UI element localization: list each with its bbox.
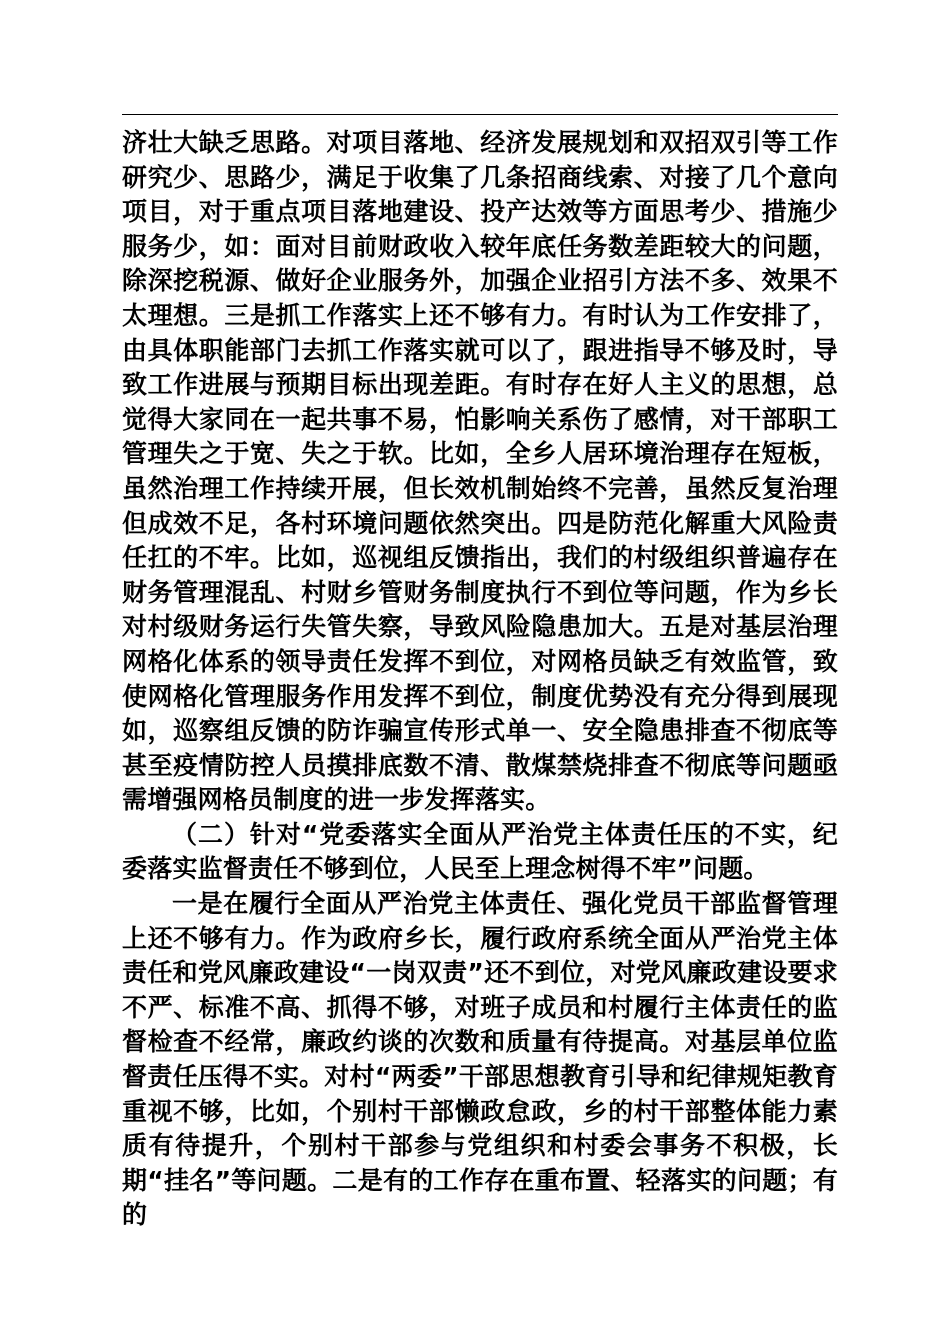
paragraph-section-heading: （二）针对“党委落实全面从严治党主体责任压的不实，纪委落实监督责任不够到位，人民至上理念树得不牢”问题。 [122,819,838,884]
header-rule [122,114,838,115]
paragraph-body: 一是在履行全面从严治党主体责任、强化党员干部监督管理上还不够有力。作为政府乡长，履行政府系统全面从严治党主体责任和党风廉政建设“一岗双责”还不到位，对党风廉政建设要求不严、标准不高、抓得不够，对班子成员和村履行主体责任的监督检查不经常，廉政约谈的次数和质量有待提高。对基层单位监督责任压得不实。对村“两委”干部思想教育引导和纪律规矩教育重视不够，比如，个别村干部懒政怠政，乡的村干部整体能力素质有待提升，个别村干部参与党组织和村委会事务不积极，长期“挂名”等问题。二是有的工作存在重布置、轻落实的问题；有的 [122,889,838,1230]
paragraph-continuation: 济壮大缺乏思路。对项目落地、经济发展规划和双招双引等工作研究少、思路少，满足于收集了几条招商线索、对接了几个意向项目，对于重点项目落地建设、投产达效等方面思考少、措施少服务少，如：面对目前财政收入较年底任务数差距较大的问题，除深挖税源、做好企业服务外，加强企业招引方法不多、效果不太理想。三是抓工作落实上还不够有力。有时认为工作安排了，由具体职能部门去抓工作落实就可以了，跟进指导不够及时，导致工作进展与预期目标出现差距。有时存在好人主义的思想，总觉得大家同在一起共事不易，怕影响关系伤了感情，对干部职工管理失之于宽、失之于软。比如，全乡人居环境治理存在短板，虽然治理工作持续开展，但长效机制始终不完善，虽然反复治理但成效不足，各村环境问题依然突出。四是防范化解重大风险责任扛的不牢。比如，巡视组反馈指出，我们的村级组织普遍存在财务管理混乱、村财乡管财务制度执行不到位等问题，作为乡长对村级财务运行失管失察，导致风险隐患加大。五是对基层治理网格化体系的领导责任发挥不到位，对网格员缺乏有效监管，致使网格化管理服务作用发挥不到位，制度优势没有充分得到展现如，巡察组反馈的防诈骗宣传形式单一、安全隐患排查不彻底等甚至疫情防控人员摸排底数不清、散煤禁烧排查不彻底等问题亟需增强网格员制度的进一步发挥落实。 [122,128,838,815]
document-body [122,126,838,1233]
